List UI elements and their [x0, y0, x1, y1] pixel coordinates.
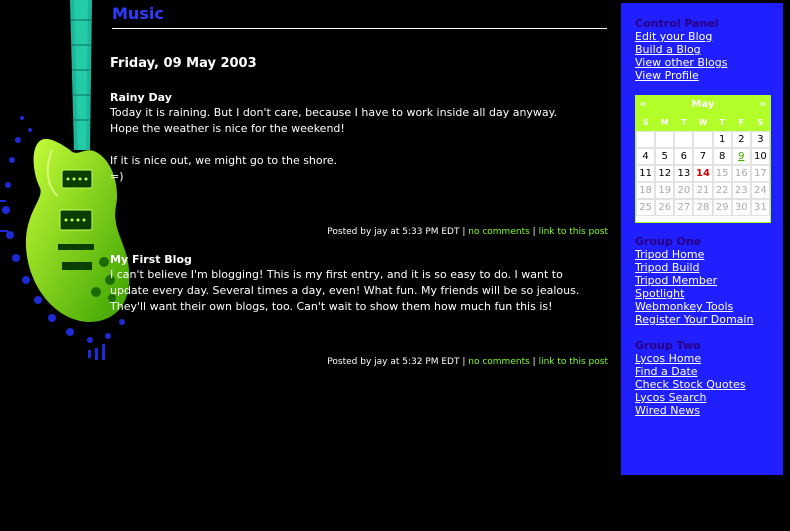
calendar-day: 6 [674, 148, 693, 165]
calendar-month: May [691, 99, 715, 110]
calendar-day: 13 [674, 165, 693, 182]
post-body-line [110, 137, 608, 153]
calendar-weekday: S [757, 118, 764, 127]
lycos-search-link[interactable]: Lycos Search [635, 391, 707, 404]
calendar-day [655, 131, 674, 148]
permalink-link[interactable]: link to this post [538, 227, 608, 237]
blog-title[interactable]: Music [112, 4, 164, 23]
control-panel-section [635, 17, 727, 82]
register-domain-link[interactable]: Register Your Domain [635, 313, 754, 326]
calendar-day: 7 [693, 148, 712, 165]
post-footer [327, 227, 608, 237]
calendar-day: 30 [732, 199, 751, 216]
title-divider [112, 28, 607, 29]
group-one-title: Group One [635, 235, 702, 248]
calendar-day: 18 [636, 182, 655, 199]
webmonkey-tools-link[interactable]: Webmonkey Tools [635, 300, 734, 313]
blog-post [110, 253, 608, 367]
view-other-blogs-link[interactable]: View other Blogs [635, 56, 728, 69]
calendar-day: 15 [713, 165, 732, 182]
group-two-section [635, 339, 745, 417]
post-body-line: They'll want their own blogs, too. Can't wait to show them how much fun this is! [110, 300, 553, 313]
date-header: Friday, 09 May 2003 [110, 56, 257, 71]
edit-blog-link[interactable]: Edit your Blog [635, 30, 713, 43]
calendar-day: 24 [751, 182, 770, 199]
post-body-line: =) [110, 170, 124, 183]
calendar-header [636, 96, 770, 114]
calendar-day: 17 [751, 165, 770, 182]
calendar [635, 95, 771, 223]
calendar-day: 22 [713, 182, 732, 199]
calendar-day: 4 [636, 148, 655, 165]
tripod-home-link[interactable]: Tripod Home [635, 248, 705, 261]
post-title: Rainy Day [110, 91, 172, 104]
calendar-day: 26 [655, 199, 674, 216]
permalink-link[interactable]: link to this post [538, 357, 608, 367]
blog-post [110, 91, 608, 237]
post-body [110, 105, 608, 185]
calendar-grid [636, 131, 770, 216]
post-body-line: update every day. Several times a day, even! What fun. My friends will be so jealous. [110, 284, 580, 297]
calendar-weekdays [636, 114, 770, 131]
post-body-line: Hope the weather is nice for the weekend! [110, 122, 345, 135]
calendar-day: 14 [693, 165, 712, 182]
group-one-section [635, 235, 753, 326]
calendar-day: 1 [713, 131, 732, 148]
find-a-date-link[interactable]: Find a Date [635, 365, 698, 378]
comments-link[interactable]: no comments [468, 357, 530, 367]
calendar-day: 19 [655, 182, 674, 199]
tripod-build-link[interactable]: Tripod Build [635, 261, 700, 274]
post-body [110, 267, 608, 315]
footer-separator: | [532, 227, 536, 237]
post-body-line: Today it is raining. But I don't care, because I have to work inside all day anyway. [110, 106, 558, 119]
calendar-day: 11 [636, 165, 655, 182]
post-title: My First Blog [110, 253, 192, 266]
calendar-day: 8 [713, 148, 732, 165]
comments-link[interactable]: no comments [468, 227, 530, 237]
calendar-weekday: T [681, 118, 687, 127]
calendar-day: 10 [751, 148, 770, 165]
sidebar [621, 3, 783, 475]
calendar-day: 12 [655, 165, 674, 182]
stock-quotes-link[interactable]: Check Stock Quotes [635, 378, 746, 391]
calendar-day [674, 131, 693, 148]
calendar-weekday: F [738, 118, 744, 127]
calendar-day: 5 [655, 148, 674, 165]
calendar-day: 25 [636, 199, 655, 216]
calendar-day: 31 [751, 199, 770, 216]
wired-news-link[interactable]: Wired News [635, 404, 700, 417]
lycos-home-link[interactable]: Lycos Home [635, 352, 702, 365]
calendar-weekday: W [698, 118, 708, 127]
post-byline: Posted by jay at 5:32 PM EDT | [327, 357, 466, 367]
calendar-day [693, 131, 712, 148]
tripod-member-link[interactable]: Tripod Member [635, 274, 718, 287]
calendar-day: 2 [732, 131, 751, 148]
calendar-day: 21 [693, 182, 712, 199]
calendar-next-button[interactable]: » [759, 99, 766, 110]
control-panel-title: Control Panel [635, 17, 719, 30]
calendar-weekday: T [719, 118, 725, 127]
post-footer [327, 357, 608, 367]
calendar-day: 20 [674, 182, 693, 199]
calendar-day: 23 [732, 182, 751, 199]
calendar-day [636, 131, 655, 148]
calendar-day: 29 [713, 199, 732, 216]
group-two-title: Group Two [635, 339, 701, 352]
post-body-line: I can't believe I'm blogging! This is my first entry, and it is so easy to do. I want to [110, 268, 563, 281]
post-body-line: If it is nice out, we might go to the shore. [110, 154, 338, 167]
footer-separator: | [532, 357, 536, 367]
calendar-prev-button[interactable]: « [640, 99, 647, 110]
calendar-day[interactable]: 9 [732, 148, 751, 165]
calendar-weekday: M [660, 118, 669, 127]
view-profile-link[interactable]: View Profile [635, 69, 699, 82]
calendar-day: 28 [693, 199, 712, 216]
calendar-day: 16 [732, 165, 751, 182]
build-blog-link[interactable]: Build a Blog [635, 43, 701, 56]
post-byline: Posted by jay at 5:33 PM EDT | [327, 227, 466, 237]
calendar-day: 27 [674, 199, 693, 216]
calendar-day: 3 [751, 131, 770, 148]
spotlight-link[interactable]: Spotlight [635, 287, 685, 300]
calendar-weekday: S [642, 118, 649, 127]
